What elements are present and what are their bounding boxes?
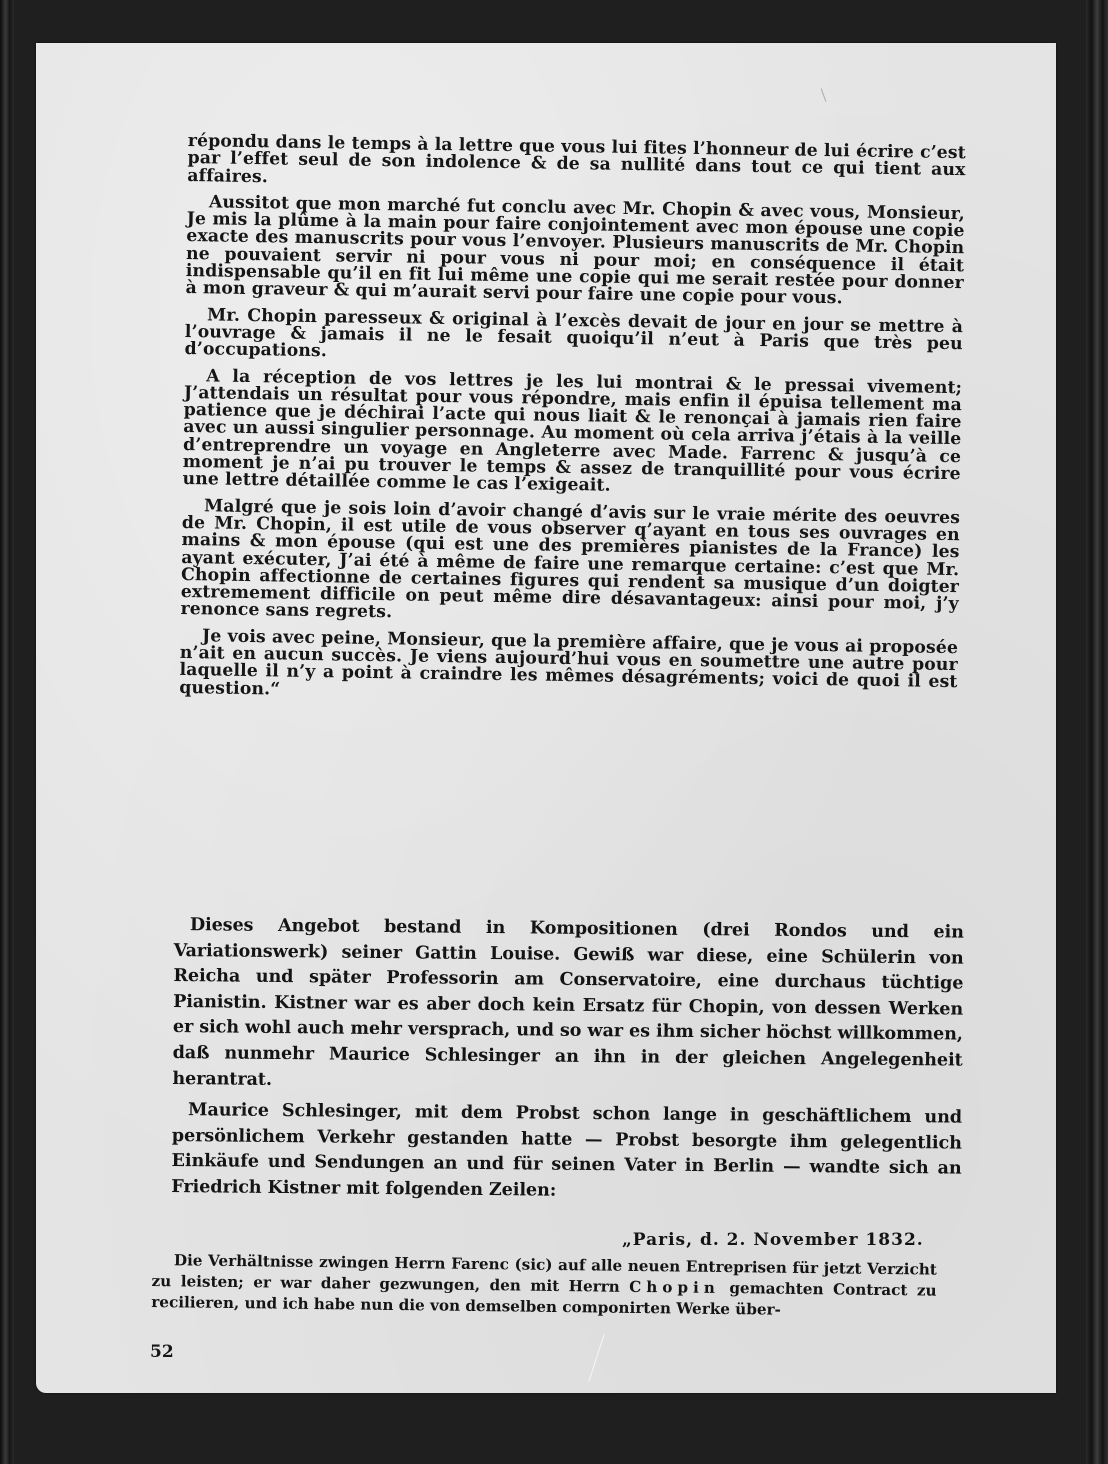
quoted-text-before-name: Die Verhältnisse zwingen Herrn Farenc (sic) auf alle neuen Entreprisen für jetzt Verzicht zu leisten; er war daher gezwungen, den mit Herrn bbox=[151, 1251, 937, 1296]
paper-crease bbox=[588, 1334, 604, 1382]
french-letter-excerpt bbox=[179, 133, 966, 718]
spaced-name-chopin: Chopin bbox=[629, 1277, 721, 1297]
quoted-letter-paragraph bbox=[151, 1250, 937, 1323]
page-number: 52 bbox=[150, 1342, 174, 1362]
french-paragraph: Mr. Chopin paresseux & original à l’excès devait de jour en jour se mettre à l’ouvrage & jamais il ne le fesait quoiqu’il n’eut à Paris que très peu d’occupations. bbox=[184, 304, 964, 362]
film-border-left bbox=[0, 0, 14, 1464]
french-paragraph: Malgré que je sois loin d’avoir changé d’avis sur le vraie mérite des oeuvres de Mr. Chopin, il est utile de vous observer q’ayant en tous ses ouvrages en mains & mon épouse (qui est une des premières pianistes de la France) les ayant exécuter, J’ai été à même de faire une remarque certaine: c’est que Mr. Chopin affectionne de certaines figures qui rendent sa musique d’un doigter extremement difficile on peut même dire désavantageux: ainsi pour moi, j’y renonce sans regrets. bbox=[180, 495, 961, 623]
letter-dateline: „Paris, d. 2. November 1832. bbox=[622, 1230, 924, 1250]
french-paragraph: Aussitot que mon marché fut conclu avec Mr. Chopin & avec vous, Monsieur, Je mis la plûme à la main pour faire conjointement avec mon épouse une copie exacte des manuscrits pour vous l’envoyer. Plusieurs manuscrits de Mr. Chopin ne pouvaient servir ni pour vous ni pour moi; en conséquence il était indispensable qu’il en fit lui même une copie qui me serait restée pour donner à mon graveur & qui m’aurait servi pour faire une copie pour vous. bbox=[185, 192, 965, 309]
quoted-letter-body bbox=[151, 1250, 937, 1323]
quoted-text-after-name: gemachten Contract zu recilieren, und ich habe nun die von demselben componirten Werke über- bbox=[151, 1279, 937, 1319]
paper-mark bbox=[821, 88, 827, 101]
french-paragraph: répondu dans le temps à la lettre que vous lui fites l’honneur de lui écrire c’est par l’effet seul de son indolence & de sa nullité dans tout ce qui tient aux affaires. bbox=[187, 131, 966, 187]
german-commentary bbox=[171, 912, 964, 1213]
german-paragraph: Dieses Angebot bestand in Kompositionen (drei Rondos und ein Variationswerk) seiner Gattin Louise. Gewiß war diese, eine Schülerin von Reicha und später Professorin am Conservatoire, eine durchaus tüchtige Pianistin. Kistner war es aber doch kein Ersatz für Chopin, von dessen Werken er sich wohl auch mehr versprach, und so war es ihm sicher höchst willkommen, daß nunmehr Maurice Schlesinger an ihn in der gleichen Angelegenheit herantrat. bbox=[172, 914, 964, 1090]
german-paragraph: Maurice Schlesinger, mit dem Probst schon lange in geschäftlichem und persönlichem Verkehr gestanden hatte — Probst besorgte ihm gelegentlich Einkäufe und Sendungen an und für seinen Vater in Berlin — wandte sich an Friedrich Kistner mit folgenden Zeilen: bbox=[171, 1099, 963, 1201]
french-paragraph: Je vois avec peine, Monsieur, que la première affaire, que je vous ai proposée n’ait en aucun succès. Je viens aujourd’hui vous en soumettre une autre pour laquelle il n’y a point à craindre les mêmes désagréments; voici de quoi il est question.“ bbox=[179, 626, 959, 700]
french-paragraph: A la réception de vos lettres je les lui montrai & le pressai vivement; J’attendais un résultat pour vous répondre, mais enfin il épuisa tellement ma patience que je déchirai l’acte qui nous liait & le renonçai à jamais rien faire avec un aussi singulier personnage. Au moment où cela arriva j’étais à la veille d’entreprendre un voyage en Angleterre avec Made. Farrenc & jusqu’à ce moment je n’ai pu trouver le temps & assez de tranquillité pour vous écrire une lettre détaillée comme le cas l’exigeait. bbox=[182, 365, 963, 497]
film-border-right bbox=[1086, 0, 1108, 1464]
